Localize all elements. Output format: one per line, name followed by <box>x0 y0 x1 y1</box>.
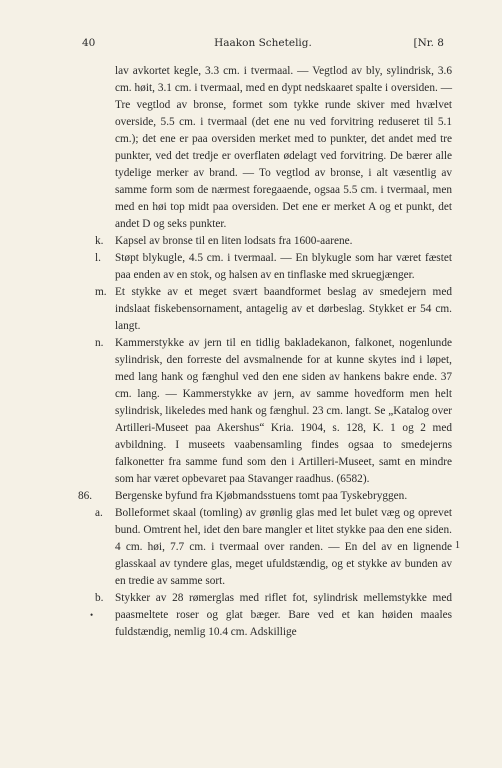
paragraph-continuation <box>78 63 452 233</box>
entry-k <box>78 233 452 250</box>
entry-label: k. <box>95 235 104 247</box>
entry-text: Bolleformet skaal (tomling) av grønlig glas med let bulet væg og oprevet bund. Omtrent hel, idet den bare mangler et litet stykke paa den ene siden. 4 cm. høi, 7.7 cm. i tvermaal over randen. — En del av en lignende glasskaal av tyndere glas, meget ufuldstændig, og et stykke av bunden av en tredie av samme sort. <box>115 507 452 587</box>
paragraph-text: lav avkortet kegle, 3.3 cm. i tvermaal. — Vegtlod av bly, sylindrisk, 3.6 cm. høit, 3.1 cm. i tvermaal, med en dypt nedskaaret spalte i oversiden. — Tre vegtlod av bronse, formet som tykke runde skiver med hvælvet overside, 5.5 cm. i tvermaal (det ene nu ved forvitring reduseret til 5.1 cm.); det ene er paa oversiden merket med to punkter, det andet med tre punkter, ved det tredje er overflaten ødelagt ved forvitring. De bærer alle tydelige merker av brand. — To vegtlod av bronse, i alt væsentlig av samme form som de nærmest foregaaende, ogsaa 5.5 cm. i tvermaal, men med en høi top midt paa oversiden. Det ene er merket A og et punkt, det andet D og seks punkter. <box>115 65 452 230</box>
entry-text: Kammerstykke av jern til en tidlig bakladekanon, falkonet, nogenlunde sylindrisk, den forreste del avsmalnende for at kunne skytes ind i løpet, med lang hank og fænghul ved den ene siden av hankens bakre ende. 37 cm. lang. — Kammerstykke av jern, av samme hovedform men helt sylindrisk, likeledes med hank og fænghul. 23 cm. langt. Se „Katalog over Artilleri-Museet paa Akershus“ Kria. 1904, s. 128, K. 1 og 2 med avbildning. I museets vaabensamling findes ogsaa to smedejerns falkonetter fra samme fund som den i Artilleri-Museet, samt en mindre som har været opbevaret paa Stavanger raadhus. (6582). <box>115 337 452 485</box>
margin-bullet: • <box>90 610 94 620</box>
entry-text: Kapsel av bronse til en liten lodsats fra 1600-aarene. <box>115 235 353 247</box>
entry-a <box>78 505 460 590</box>
running-title: Haakon Schetelig. <box>214 37 312 49</box>
entry-label: m. <box>95 286 107 298</box>
page-header <box>82 37 444 53</box>
page-number: 40 <box>82 37 96 49</box>
margin-stray-mark: 1 <box>455 540 460 551</box>
entry-text: Støpt blykugle, 4.5 cm. i tvermaal. — En blykugle som har været fæstet paa enden av en stok, og halsen av en tinflaske med skruegjænger. <box>115 252 452 281</box>
section-number: 86. <box>78 490 93 502</box>
entry-label: b. <box>95 592 104 604</box>
entry-text: Stykker av 28 rømerglas med riflet fot, sylindrisk mellemstykke med paasmeltete roser og glat bæger. Bare ved et kan høiden maales fuldstændig, nemlig 10.4 cm. Adskillige <box>115 592 452 638</box>
page-body <box>78 63 460 641</box>
section-title: Bergenske byfund fra Kjøbmandsstuens tomt paa Tyskebryggen. <box>115 490 408 502</box>
entry-label: l. <box>95 252 101 264</box>
section-86 <box>78 488 452 505</box>
entry-label: n. <box>95 337 104 349</box>
entry-m <box>78 284 452 335</box>
entry-l <box>78 250 452 284</box>
section-marker: [Nr. 8 <box>413 37 444 49</box>
entry-label: a. <box>95 507 103 519</box>
entry-b <box>78 590 452 641</box>
entry-text: Et stykke av et meget svært baandformet beslag av smedejern med indslaat fiskebensornament, antagelig av et dørbeslag. Stykket er 54 cm. langt. <box>115 286 452 332</box>
